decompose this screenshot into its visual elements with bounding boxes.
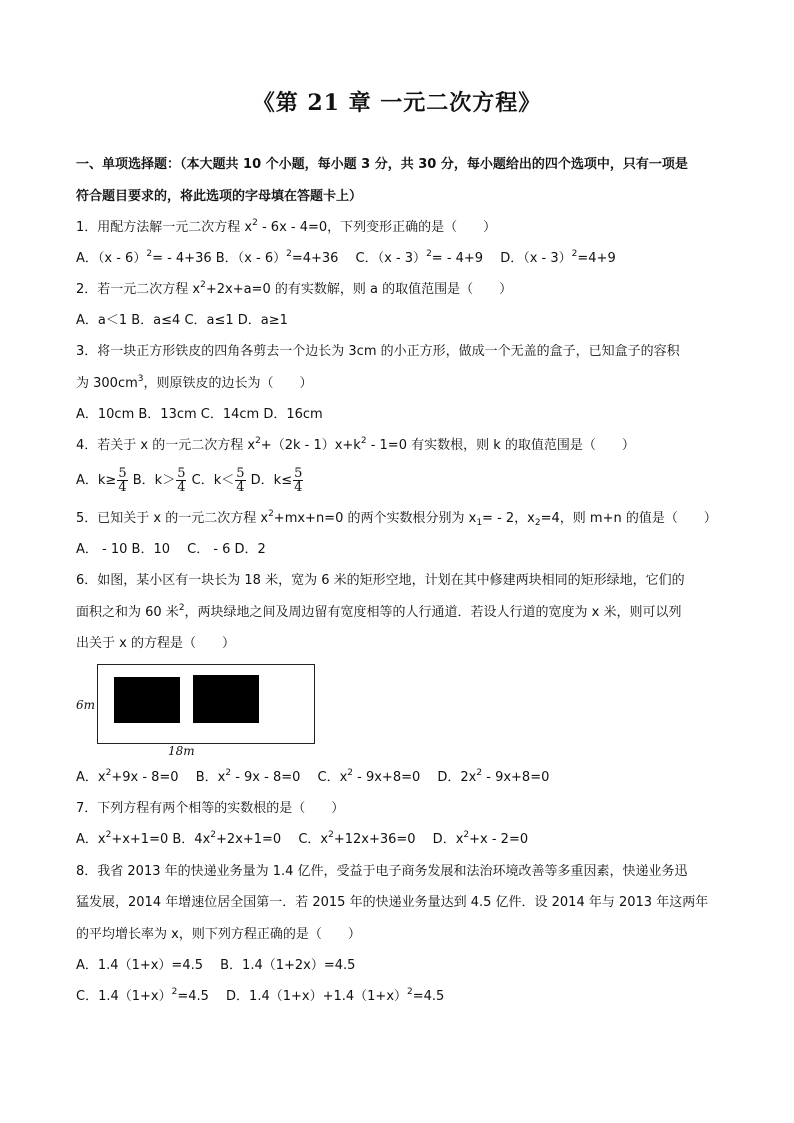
question-5-options: A． - 10 B．10 C． - 6 D．2: [76, 542, 266, 557]
question-4-options: A．k≥ $\frac{5}{4}$ B．k＞ $\frac{5}{4}$ C．k＜ $\frac{5}{4}$ D．k≤ $\frac{5}{4}$: [76, 466, 303, 495]
question-6-figure: [76, 662, 336, 762]
green-lawn-left: [114, 677, 180, 723]
question-8-stem-line-2: 猛发展，2014 年增速位居全国第一．若 2015 年的快递业务量达到 4.5 亿件．设 2014 年与 2013 年这两年: [76, 895, 709, 910]
question-8-options-cd: C．$1.4(1+x)^2=4.5$ D．$1.4(1+x)+1.4(1+x)^2=4.5$: [76, 987, 445, 1004]
fraction: $\frac{5}{4}$: [177, 466, 186, 495]
plot-width-label: 6m: [76, 698, 96, 712]
question-1-stem: 1．用配方法解一元二次方程 $x^2 - 6x - 4=0$，下列变形正确的是（ ）: [76, 218, 497, 235]
question-2-stem: 2．若一元二次方程 $x^2+2x+a=0$ 的有实数解，则 a 的取值范围是（ ）: [76, 280, 513, 297]
green-lawn-right: [193, 675, 259, 723]
section-instructions-line-1: 一、单项选择题：（本大题共 10 个小题，每小题 3 分，共 30 分，每小题给出的四个选项中，只有一项是: [76, 157, 688, 172]
question-3-stem-line-2: 为 $300cm^3$，则原铁皮的边长为（ ）: [76, 374, 313, 391]
question-7-options: A．$x^2+x+1=0$ B．$4x^2+2x+1=0$ C．$x^2+12x+36=0$ D．$x^2+x - 2=0$: [76, 830, 529, 847]
page-title: 《第 21 章 一元二次方程》: [252, 90, 542, 116]
question-2-options: A．a＜1 B．a≤4 C．a≤1 D．a≥1: [76, 313, 288, 328]
fraction: $\frac{5}{4}$: [236, 466, 245, 495]
question-8-options-ab: A．1.4（1+x）=4.5 B．1.4（1+2x）=4.5: [76, 958, 356, 973]
question-6-options: A．$x^2+9x - 8=0$ B．$x^2 - 9x - 8=0$ C．$x^2 - 9x+8=0$ D．$2x^2 - 9x+8=0$: [76, 768, 550, 785]
question-1-options: A．（x - 6）$^2$= - 4+36 B．（x - 6）$^2$=4+36 C．（x - 3）$^2$= - 4+9 D．（x - 3）$^2$=4+9: [76, 249, 616, 266]
question-6-stem-line-1: 6．如图，某小区有一块长为 18 米，宽为 6 米的矩形空地，计划在其中修建两块相同的矩形绿地，它们的: [76, 573, 685, 588]
section-instructions-line-2: 符合题目要求的，将此选项的字母填在答题卡上）: [76, 189, 363, 204]
question-3-stem-line-1: 3．将一块正方形铁皮的四角各剪去一个边长为 3cm 的小正方形，做成一个无盖的盒子，已知盒子的容积: [76, 344, 680, 359]
fraction: $\frac{5}{4}$: [118, 466, 127, 495]
question-6-stem-line-3: 出关于 x 的方程是（ ）: [76, 636, 235, 651]
question-8-stem-line-1: 8．我省 2013 年的快递业务量为 1.4 亿件，受益于电子商务发展和法治环境改善等多重因素，快递业务迅: [76, 864, 688, 879]
question-7-stem: 7．下列方程有两个相等的实数根的是（ ）: [76, 801, 345, 816]
question-5-stem: 5．已知关于 x 的一元二次方程 $x^2+mx+n=0$ 的两个实数根分别为 $x_1= - 2$，$x_2=4$，则 m+n 的值是（ ）: [76, 509, 717, 528]
question-4-stem: 4．若关于 x 的一元二次方程 $x^2+(2k - 1)x+k^2 - 1=0$ 有实数根，则 k 的取值范围是（ ）: [76, 436, 635, 453]
question-6-stem-line-2: 面积之和为 60 米$^2$，两块绿地之间及周边留有宽度相等的人行通道．若设人行道的宽度为 x 米，则可以列: [76, 603, 682, 620]
question-8-stem-line-3: 的平均增长率为 x，则下列方程正确的是（ ）: [76, 927, 361, 942]
question-3-options: A．10cm B．13cm C．14cm D．16cm: [76, 407, 323, 422]
plot-length-label: 18m: [168, 744, 195, 758]
fraction: $\frac{5}{4}$: [294, 466, 303, 495]
